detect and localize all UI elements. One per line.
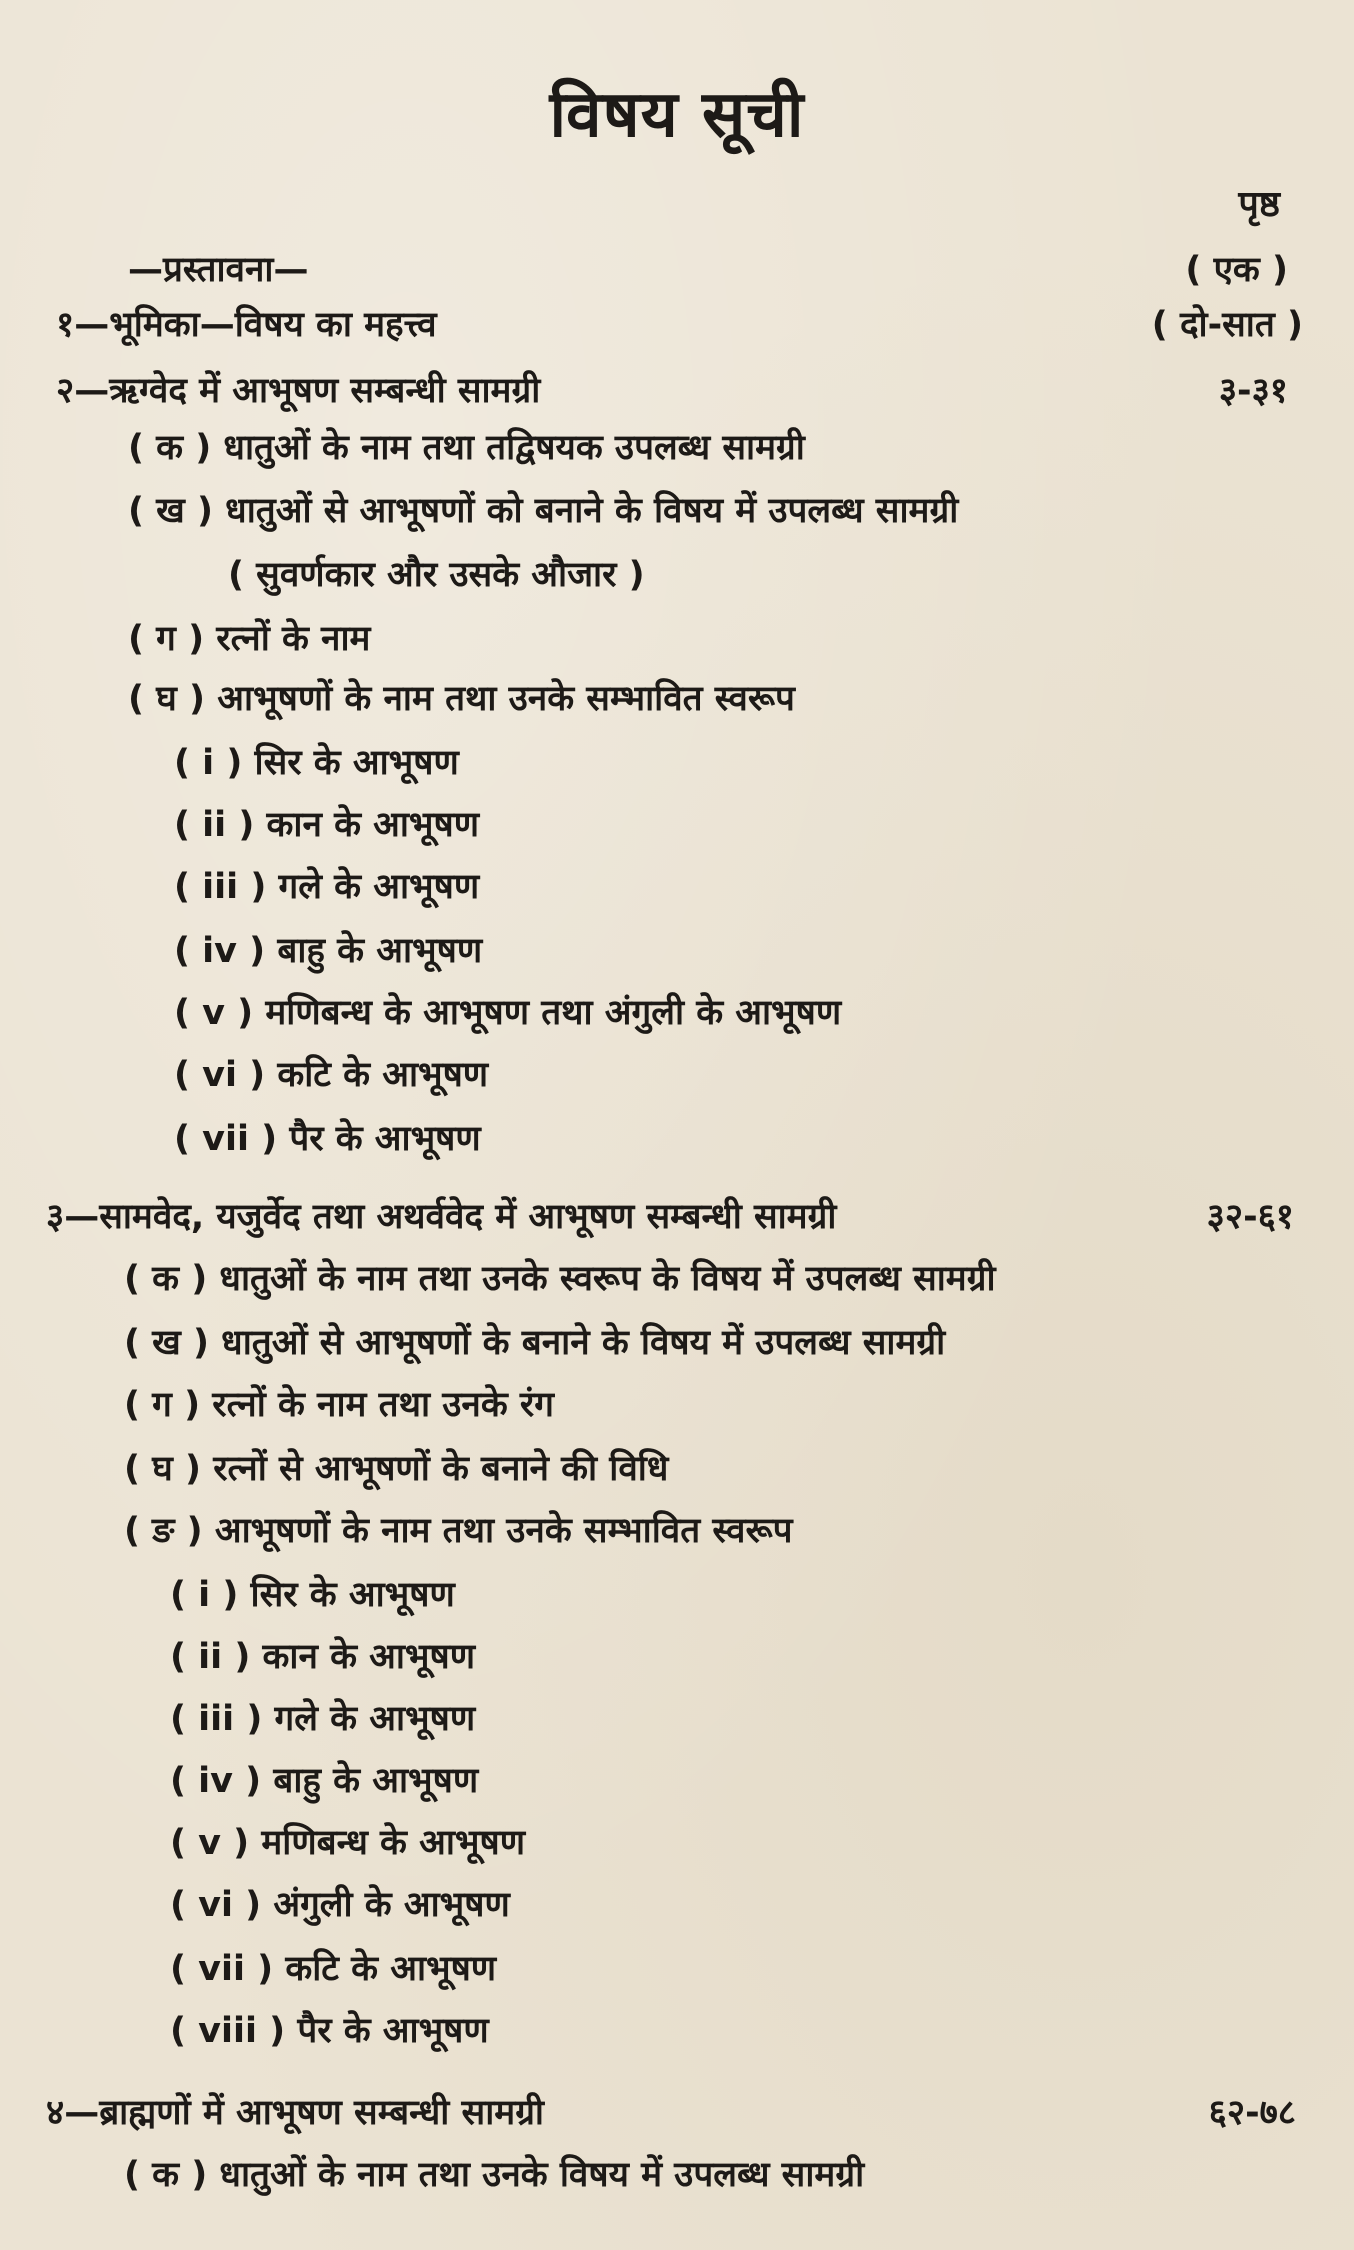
- toc-entry: [124, 2150, 1224, 2206]
- toc-entry: [170, 1880, 1170, 1936]
- toc-entry-title: ( vii ) पैर के आभूषण: [174, 1119, 481, 1159]
- toc-entry: [128, 423, 1228, 479]
- toc-entry: [128, 614, 1228, 670]
- toc-entry-title: ( v ) मणिबन्ध के आभूषण: [170, 1823, 526, 1863]
- toc-entry: [170, 1694, 1170, 1750]
- toc-entry-title: —प्रस्तावना—: [128, 250, 309, 290]
- toc-entry-title: ( ii ) कान के आभूषण: [174, 805, 480, 845]
- toc-entry: [174, 1114, 1174, 1170]
- toc-entry: [170, 1756, 1170, 1812]
- toc-entry: [128, 245, 1288, 301]
- page-title: विषय सूची: [549, 78, 805, 152]
- toc-entry: [174, 800, 1174, 856]
- toc-entry-title: ४—ब्राह्मणों में आभूषण सम्बन्धी सामग्री: [46, 2093, 545, 2133]
- toc-entry: [228, 550, 1228, 606]
- toc-entry: [174, 862, 1174, 918]
- toc-entry-title: ( ख ) धातुओं से आभूषणों को बनाने के विषय में उपलब्ध सामग्री: [128, 491, 959, 531]
- toc-entry-title: ( ग ) रत्नों के नाम: [128, 619, 371, 659]
- toc-entry: [124, 1318, 1224, 1374]
- toc-entry: [128, 674, 1228, 730]
- toc-entry-title: ( viii ) पैर के आभूषण: [170, 2011, 489, 2051]
- toc-entry-title: ( vi ) कटि के आभूषण: [174, 1055, 489, 1095]
- toc-entry: [46, 1192, 1294, 1248]
- toc-entry-title: ( iii ) गले के आभूषण: [170, 1699, 476, 1739]
- toc-entry-title: ३—सामवेद, यजुर्वेद तथा अथर्ववेद में आभूषण सम्बन्धी सामग्री: [46, 1197, 837, 1237]
- toc-entry-pages: ३-३१: [1218, 371, 1288, 411]
- toc-entry-pages: ( एक ): [1185, 250, 1288, 290]
- toc-entry: [170, 1632, 1170, 1688]
- toc-entry-title: ( क ) धातुओं के नाम तथा तद्विषयक उपलब्ध सामग्री: [128, 428, 805, 468]
- toc-entry: [174, 926, 1174, 982]
- toc-entry: [170, 1570, 1170, 1626]
- toc-entry: [174, 988, 1224, 1044]
- toc-entry-title: ( iv ) बाहु के आभूषण: [174, 931, 483, 971]
- toc-entry: [124, 1444, 1224, 1500]
- toc-entry-title: ( ग ) रत्नों के नाम तथा उनके रंग: [124, 1385, 554, 1425]
- toc-entry-title: २—ऋग्वेद में आभूषण सम्बन्धी सामग्री: [56, 371, 541, 411]
- toc-entry: [170, 1818, 1170, 1874]
- toc-entry: [124, 1254, 1224, 1310]
- toc-entry-pages: ३२-६१: [1206, 1197, 1294, 1237]
- toc-entry-title: ( v ) मणिबन्ध के आभूषण तथा अंगुली के आभूषण: [174, 993, 842, 1033]
- toc-entry-title: ( ङ ) आभूषणों के नाम तथा उनके सम्भावित स्वरूप: [124, 1511, 793, 1551]
- page-column-label: पृष्ठ: [1238, 184, 1280, 225]
- toc-entry-title: ( ख ) धातुओं से आभूषणों के बनाने के विषय में उपलब्ध सामग्री: [124, 1323, 946, 1363]
- toc-entry: [174, 1050, 1174, 1106]
- toc-entry-title: ( सुवर्णकार और उसके औजार ): [228, 555, 645, 595]
- toc-entry-title: ( घ ) आभूषणों के नाम तथा उनके सम्भावित स्वरूप: [128, 679, 795, 719]
- toc-entry-title: ( i ) सिर के आभूषण: [170, 1575, 455, 1615]
- toc-entry-title: ( iv ) बाहु के आभूषण: [170, 1761, 479, 1801]
- toc-entry-title: ( vii ) कटि के आभूषण: [170, 1949, 497, 1989]
- toc-entry-title: ( vi ) अंगुली के आभूषण: [170, 1885, 510, 1925]
- toc-entry-pages: ( दो-सात ): [1151, 305, 1303, 345]
- toc-entry-title: ( i ) सिर के आभूषण: [174, 743, 459, 783]
- toc-entry: [128, 486, 1228, 542]
- toc-entry: [46, 2088, 1296, 2144]
- toc-entry: [56, 300, 1303, 356]
- toc-entry: [170, 1944, 1170, 2000]
- toc-entry-title: ( क ) धातुओं के नाम तथा उनके स्वरूप के विषय में उपलब्ध सामग्री: [124, 1259, 996, 1299]
- toc-entry-pages: ६२-७८: [1208, 2093, 1296, 2133]
- toc-entry-title: ( घ ) रत्नों से आभूषणों के बनाने की विधि: [124, 1449, 669, 1489]
- toc-entry: [124, 1506, 1224, 1562]
- toc-entry-title: ( iii ) गले के आभूषण: [174, 867, 480, 907]
- toc-entry: [56, 366, 1288, 422]
- toc-entry-title: ( ii ) कान के आभूषण: [170, 1637, 476, 1677]
- toc-entry-title: ( क ) धातुओं के नाम तथा उनके विषय में उपलब्ध सामग्री: [124, 2155, 865, 2195]
- toc-entry: [170, 2006, 1170, 2062]
- toc-entry: [174, 738, 1174, 794]
- toc-entry-title: १—भूमिका—विषय का महत्त्व: [56, 305, 437, 345]
- toc-entry: [124, 1380, 1224, 1436]
